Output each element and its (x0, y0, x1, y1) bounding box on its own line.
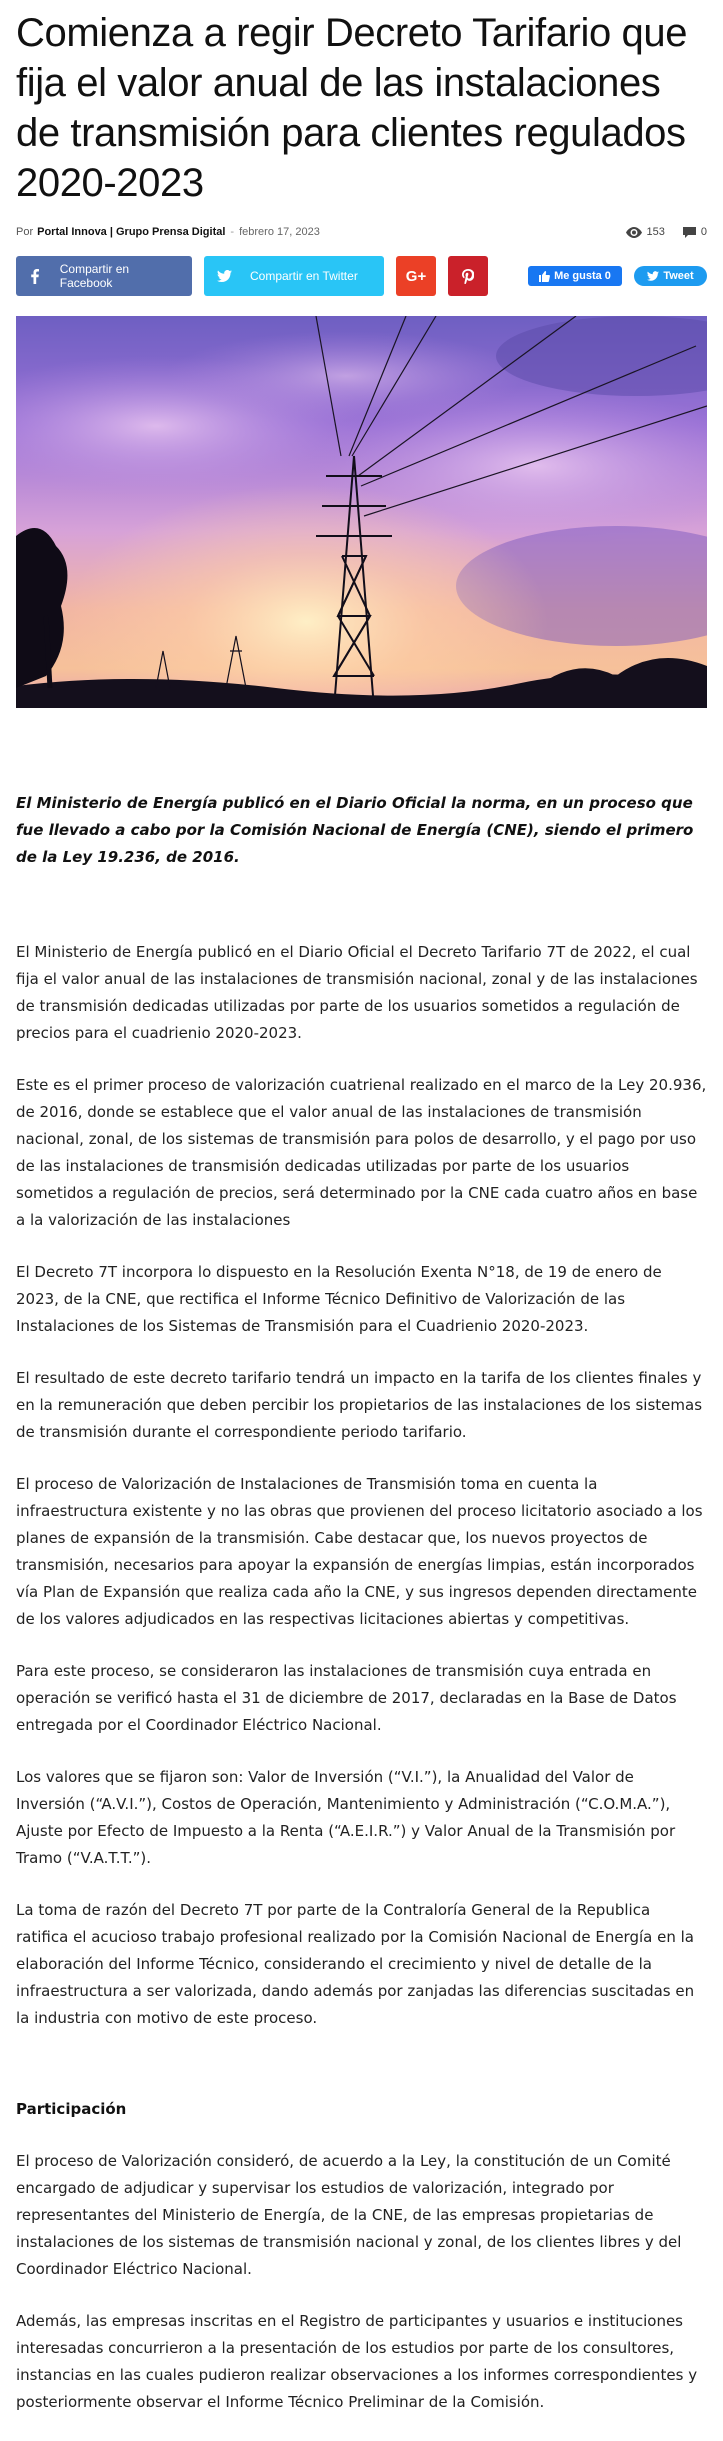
views-count (626, 226, 665, 238)
social-widgets (528, 266, 707, 286)
body-paragraph: Para este proceso, se consideraron las instalaciones de transmisión cuya entrada en operación se verificó hasta el 31 de diciembre de 2017, declaradas en la Base de Datos entregada por el Coordinador Eléctrico Nacional. (16, 1662, 677, 1734)
share-twitter-label: Compartir en Twitter (250, 269, 358, 283)
article-body (16, 939, 707, 2416)
section-paragraph: Además, las empresas inscritas en el Registro de participantes y usuarios e instituciones interesadas concurrieron a la presentación de los estudios por parte de los consultores, instancias en las cuales pudieron realizar observaciones a los informes correspondientes y posteriormente observar el Informe Técnico Preliminar de la Comisión. (16, 2312, 698, 2411)
meta-separator: - (230, 226, 235, 238)
share-facebook-button[interactable] (16, 256, 192, 296)
facebook-like-label: Me gusta 0 (554, 270, 611, 282)
comment-icon (683, 227, 696, 238)
twitter-bird-icon (647, 271, 659, 281)
facebook-like-button[interactable] (528, 266, 622, 286)
thumbs-up-icon (539, 271, 550, 282)
body-paragraph: El Decreto 7T incorpora lo dispuesto en la Resolución Exenta N°18, de 19 de enero de 2023, de la CNE, que rectifica el Informe Técnico Definitivo de Valorización de las Instalaciones de los Sistemas de Transmisión para el Cuadrienio 2020-2023. (16, 1263, 662, 1335)
share-pinterest-button[interactable] (448, 256, 488, 296)
author-link[interactable]: Portal Innova | Grupo Prensa Digital (37, 226, 226, 238)
body-paragraph: El Ministerio de Energía publicó en el Diario Oficial el Decreto Tarifario 7T de 2022, el cual fija el valor anual de las instalaciones de transmisión nacional, zonal y de las instalaciones de transmisión dedicadas utilizadas por parte de los usuarios sometidos a regulación de precios para el cuadrienio 2020-2023. (16, 943, 698, 1042)
share-googleplus-button[interactable] (396, 256, 436, 296)
share-facebook-label: Compartir en Facebook (59, 262, 130, 290)
tweet-label: Tweet (663, 270, 694, 282)
article-title: Comienza a regir Decreto Tarifario que fija el valor anual de las instalaciones de transmisión para clientes regulados 2020-2023 (16, 11, 688, 205)
by-label: Por (16, 226, 34, 238)
pinterest-icon (462, 269, 474, 284)
hero-image (16, 316, 707, 708)
article-lead: El Ministerio de Energía publicó en el Diario Oficial la norma, en un proceso que fue llevado a cabo por la Comisión Nacional de Energía (CNE), siendo el primero de la Ley 19.236, de 2016. (16, 794, 694, 866)
twitter-icon (204, 256, 244, 296)
body-paragraph: La toma de razón del Decreto 7T por parte de la Contraloría General de la Republica ratifica el acucioso trabajo profesional realizado por la Comisión Nacional de Energía en la elaboración del Informe Técnico, considerando el crecimiento y nivel de detalle de la infraestructura a ser valorizada, dando además por zanjadas las diferencias suscitadas en la industria con motivo de este proceso. (16, 1901, 695, 2027)
article-meta (16, 224, 707, 240)
body-paragraph: Este es el primer proceso de valorización cuatrienal realizado en el marco de la Ley 20.936, de 2016, donde se establece que el valor anual de las instalaciones de transmisión nacional, zonal, de los sistemas de transmisión para polos de desarrollo, y el pago por uso de las instalaciones de transmisión dedicadas utilizadas por parte de los usuarios sometidos a regulación de precios, será determinado por la CNE cada cuatro años en base a la valorización de las instalaciones (16, 1076, 707, 1229)
body-paragraph: Los valores que se fijaron son: Valor de Inversión (“V.I.”), la Anualidad del Valor de Inversión (“A.V.I.”), Costos de Operación, Mantenimiento y Administración (“C.O.M.A.”), Ajuste por Efecto de Impuesto a la Renta (“A.E.I.R.”) y Valor Anual de la Transmisión por Tramo (“V.A.T.T.”). (16, 1768, 676, 1867)
share-bar (16, 256, 707, 296)
tweet-button[interactable] (634, 266, 707, 286)
facebook-icon (16, 256, 54, 296)
body-paragraph: El proceso de Valorización de Instalaciones de Transmisión toma en cuenta la infraestructura existente y no las obras que provienen del proceso licitatorio asociado a los planes de expansión de la transmisión. Cabe destacar que, los nuevos proyectos de transmisión, necesarios para apoyar la expansión de energías limpias, están incorporados vía Plan de Expansión que realiza cada año la CNE, y sus ingresos dependen directamente de los valores adjudicados en las respectivas licitaciones abiertas y competitivas. (16, 1475, 703, 1628)
body-paragraph: El resultado de este decreto tarifario tendrá un impacto en la tarifa de los clientes finales y en la remuneración que deben percibir los propietarios de las instalaciones de los sistemas de transmisión durante el correspondiente periodo tarifario. (16, 1369, 703, 1441)
section-paragraph: El proceso de Valorización consideró, de acuerdo a la Ley, la constitución de un Comité encargado de adjudicar y supervisar los estudios de valorización, integrado por representantes del Ministerio de Energía, de la CNE, de las empresas propietarias de instalaciones de los sistemas de transmisión nacional y zonal, de los clientes libres y del Coordinador Eléctrico Nacional. (16, 2152, 682, 2278)
googleplus-icon: G+ (405, 267, 427, 285)
eye-icon (626, 227, 642, 238)
comments-value: 0 (700, 226, 707, 238)
publish-date: febrero 17, 2023 (239, 226, 320, 238)
section-heading: Participación (16, 2100, 127, 2118)
meta-stats (626, 226, 707, 238)
views-value: 153 (646, 226, 665, 238)
share-twitter-button[interactable] (204, 256, 384, 296)
comments-count[interactable] (683, 226, 707, 238)
